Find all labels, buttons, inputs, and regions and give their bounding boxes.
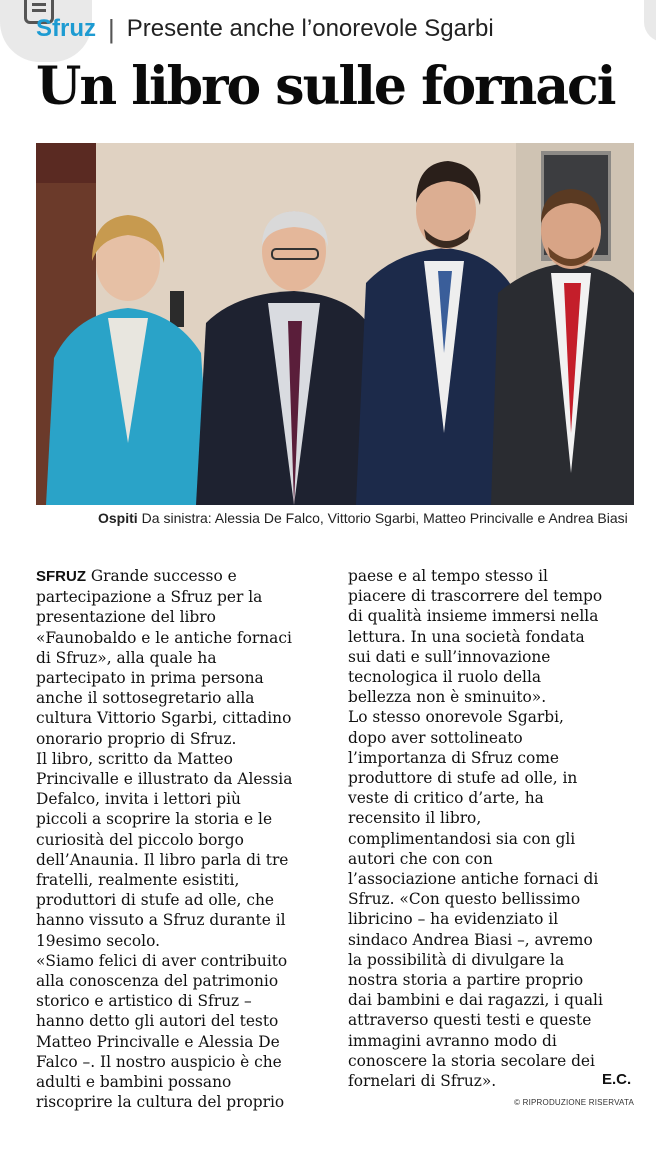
corner-decoration	[644, 0, 656, 42]
article-line: presentazione del libro	[36, 608, 216, 627]
article-line: Sfruz. «Con questo bellissimo	[348, 890, 581, 909]
article-line: bellezza non è sminuito».	[348, 688, 547, 707]
article-line: anche il sottosegretario alla	[36, 689, 255, 708]
article-line: hanno vissuto a Sfruz durante il	[36, 911, 286, 930]
article-line: produttori di stufe ad olle, che	[36, 891, 274, 910]
article-line: la possibilità di divulgare la	[348, 950, 565, 969]
copyright-notice: © RIPRODUZIONE RISERVATA	[514, 1098, 634, 1107]
article-line: fratelli, realmente esistiti,	[36, 871, 240, 890]
article-line: paese e al tempo stesso il	[348, 567, 548, 585]
article-line: alla conoscenza del patrimonio	[36, 972, 279, 991]
article-line: l’associazione antiche fornaci di	[348, 870, 599, 889]
article-line: «Siamo felici di aver contribuito	[36, 951, 288, 970]
caption-lead: Ospiti	[98, 510, 138, 526]
article-line: adulti e bambini possano	[36, 1073, 232, 1092]
article-column-right	[348, 566, 638, 1091]
article-line: dopo aver sottolineato	[348, 728, 523, 747]
article-line: fornelari di Sfruz».	[348, 1072, 497, 1091]
article-line: conoscere la storia secolare dei	[348, 1051, 595, 1070]
dateline: SFRUZ	[36, 568, 86, 585]
article-line: piccoli a scoprire la storia e le	[36, 810, 273, 829]
article-line: Lo stesso onorevole Sgarbi,	[348, 708, 564, 727]
article-line: immagini avranno modo di	[348, 1031, 557, 1050]
author-signature: E.C.	[602, 1071, 632, 1088]
article-line: storico e artistico di Sfruz –	[36, 992, 252, 1011]
article-line: complimentandosi sia con gli	[348, 829, 576, 848]
article-line: Matteo Princivalle e Alessia De	[36, 1032, 280, 1051]
article-line: di qualità insieme immersi nella	[348, 607, 599, 626]
article-line: lettura. In una società fondata	[348, 627, 585, 646]
article-line: nostra storia a partire proprio	[348, 971, 584, 990]
header-separator: |	[108, 13, 115, 44]
article-line: piacere di trascorrere del tempo	[348, 587, 603, 606]
article-line: veste di critico d’arte, ha	[348, 789, 544, 808]
article-line: di Sfruz», alla quale ha	[36, 648, 217, 667]
article-line: 19esimo secolo.	[36, 931, 160, 950]
photo-caption	[98, 510, 628, 526]
article-line: onorario proprio di Sfruz.	[36, 729, 237, 748]
photo-illustration	[36, 143, 634, 505]
section-kicker: Sfruz	[36, 15, 96, 42]
article-column-left	[36, 566, 332, 1112]
article-line: Il libro, scritto da Matteo	[36, 749, 233, 768]
header-subtitle: Presente anche l’onorevole Sgarbi	[126, 15, 494, 42]
article-photo	[36, 143, 634, 505]
article-line: riscoprire la cultura del proprio	[36, 1093, 285, 1112]
article-line: Falco –. Il nostro auspicio è che	[36, 1052, 282, 1071]
article-line: libricino – ha evidenziato il	[348, 910, 559, 929]
article-line: partecipazione a Sfruz per la	[36, 588, 263, 607]
article-line: cultura Vittorio Sgarbi, cittadino	[36, 709, 292, 728]
article-line: sui dati e sull’innovazione	[348, 647, 551, 666]
article-line: autori che con con	[348, 849, 493, 868]
article-line: Defalco, invita i lettori più	[36, 790, 241, 809]
article-line: sindaco Andrea Biasi –, avremo	[348, 930, 593, 949]
article-line: Princivalle e illustrato da Alessia	[36, 770, 293, 789]
caption-text: Da sinistra: Alessia De Falco, Vittorio Sgarbi, Matteo Princivalle e Andrea Biasi	[141, 510, 628, 526]
article-header	[36, 12, 494, 46]
article-line: tecnologica il ruolo della	[348, 668, 542, 687]
article-line: l’importanza di Sfruz come	[348, 748, 560, 767]
article-line: curiosità del piccolo borgo	[36, 830, 244, 849]
article-line: partecipato in prima persona	[36, 669, 264, 688]
article-line: dell’Anaunia. Il libro parla di tre	[36, 850, 289, 869]
headline: Un libro sulle fornaci	[36, 56, 615, 117]
article-line: SFRUZ Grande successo e	[36, 567, 237, 585]
article-line: hanno detto gli autori del testo	[36, 1012, 279, 1031]
article-line: attraverso questi testi e queste	[348, 1011, 592, 1030]
article-line: produttore di stufe ad olle, in	[348, 769, 578, 788]
article-line: «Faunobaldo e le antiche fornaci	[36, 628, 292, 647]
article-line: recensito il libro,	[348, 809, 482, 828]
article-line: dai bambini e dai ragazzi, i quali	[348, 991, 603, 1010]
